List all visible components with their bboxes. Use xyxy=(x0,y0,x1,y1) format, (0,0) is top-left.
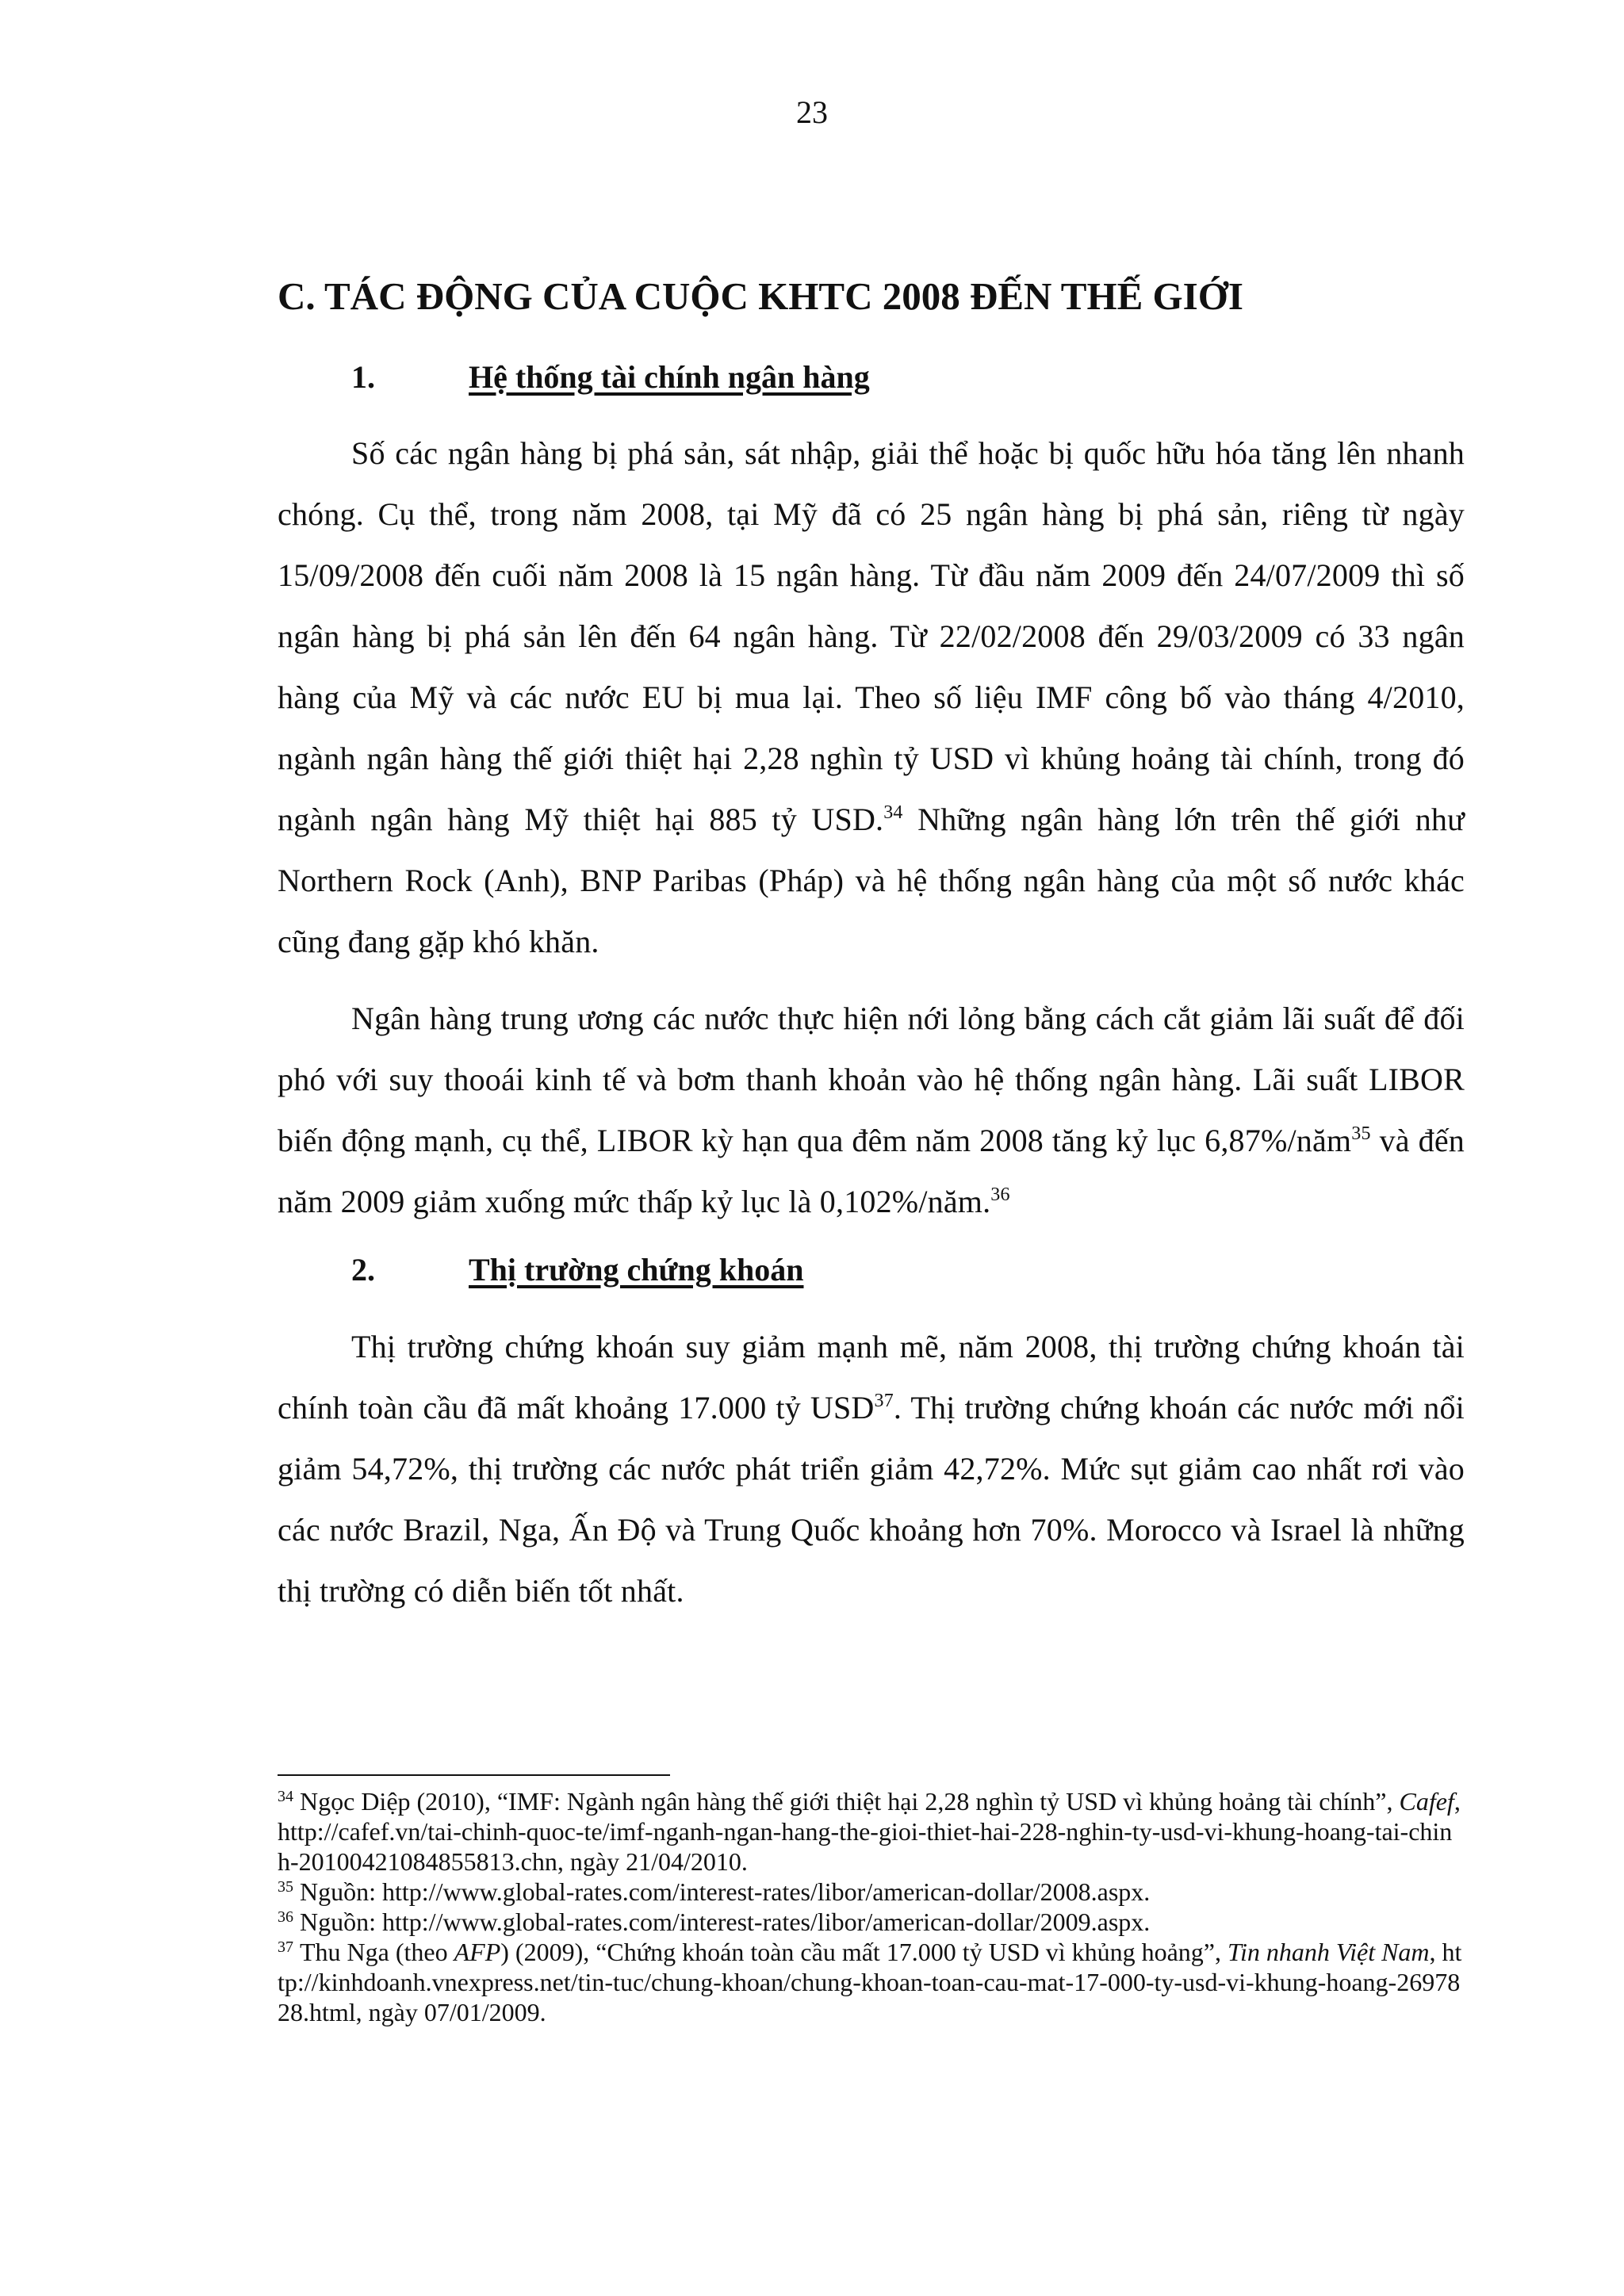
footnote-text: , http://cafef.vn/tai-chinh-quoc-te/imf-nganh-ngan-hang-the-gioi-thiet-hai-228-nghin-ty-usd-vi-khung-hoang-tai-chinh-20100421084855813.chn, ngày 21/04/2010. xyxy=(278,1787,1461,1876)
footnote-source: Tin nhanh Việt Nam xyxy=(1228,1938,1430,1966)
subsection-title: Thị trường chứng khoán xyxy=(469,1252,804,1288)
paragraph-text: . Thị trường chứng khoán các nước mới nổi giảm 54,72%, thị trường các nước phát triển giảm 42,72%. Mức sụt giảm cao nhất rơi vào các nước Brazil, Nga, Ấn Độ và Trung Quốc khoảng hơn 70%. Morocco và Israel là những thị trường có diễn biến tốt nhất. xyxy=(278,1390,1465,1609)
footnote-source: Cafef xyxy=(1399,1787,1454,1816)
footnote-source: AFP xyxy=(454,1938,501,1966)
subsection-number: 2. xyxy=(351,1252,375,1288)
subsection-heading-2 xyxy=(351,1251,804,1289)
paragraph-text: và đến năm 2009 giảm xuống mức thấp kỷ lục là 0,102%/năm. xyxy=(278,1123,1465,1219)
footnote-36 xyxy=(278,1907,1465,1937)
footnote-ref-34: 34 xyxy=(883,802,903,823)
footnote-35 xyxy=(278,1877,1465,1907)
footnote-text: Thu Nga (theo xyxy=(300,1938,454,1966)
footnote-number: 35 xyxy=(278,1878,293,1896)
footnote-34 xyxy=(278,1786,1465,1877)
footnote-text: Ngọc Diệp (2010), “IMF: Ngành ngân hàng thế giới thiệt hại 2,28 nghìn tỷ USD vì khủng hoảng tài chính”, xyxy=(300,1787,1400,1816)
paragraph-text: Những ngân hàng lớn trên thế giới như Northern Rock (Anh), BNP Paribas (Pháp) và hệ thống ngân hàng của một số nước khác cũng đang gặp khó khăn. xyxy=(278,802,1465,959)
footnote-37 xyxy=(278,1937,1465,2027)
footnote-number: 36 xyxy=(278,1908,293,1926)
footnote-ref-37: 37 xyxy=(874,1391,894,1411)
footnote-text: Nguồn: http://www.global-rates.com/interest-rates/libor/american-dollar/2008.aspx. xyxy=(300,1877,1151,1906)
paragraph-bank-failures xyxy=(278,423,1465,972)
footnote-ref-35: 35 xyxy=(1351,1123,1371,1144)
footnotes xyxy=(278,1786,1465,2027)
subsection-title: Hệ thống tài chính ngân hàng xyxy=(469,359,870,395)
paragraph-interest-rates xyxy=(278,988,1465,1232)
subsection-heading-1 xyxy=(351,358,870,396)
paragraph-stock-market xyxy=(278,1316,1465,1621)
page-number: 23 xyxy=(796,94,828,130)
footnote-text: ) (2009), “Chứng khoán toàn cầu mất 17.000 tỷ USD vì khủng hoảng”, xyxy=(500,1938,1228,1966)
footnote-number: 37 xyxy=(278,1938,293,1956)
footnote-text: , http://kinhdoanh.vnexpress.net/tin-tuc/chung-khoan/chung-khoan-toan-cau-mat-17-000-ty-usd-vi-khung-hoang-2697828.html, ngày 07/01/2009. xyxy=(278,1938,1462,2026)
paragraph-text: Ngân hàng trung ương các nước thực hiện nới lỏng bằng cách cắt giảm lãi suất để đối phó với suy thooái kinh tế và bơm thanh khoản vào hệ thống ngân hàng. Lãi suất LIBOR biến động mạnh, cụ thể, LIBOR kỳ hạn qua đêm năm 2008 tăng kỷ lục 6,87%/năm xyxy=(278,1001,1465,1158)
paragraph-text: Thị trường chứng khoán suy giảm mạnh mẽ, năm 2008, thị trường chứng khoán tài chính toàn cầu đã mất khoảng 17.000 tỷ USD xyxy=(278,1329,1465,1425)
section-title: C. TÁC ĐỘNG CỦA CUỘC KHTC 2008 ĐẾN THẾ GIỚI xyxy=(278,274,1243,318)
footnote-number: 34 xyxy=(278,1788,293,1805)
subsection-number: 1. xyxy=(351,359,375,395)
footnote-ref-36: 36 xyxy=(990,1184,1010,1205)
paragraph-text: Số các ngân hàng bị phá sản, sát nhập, giải thể hoặc bị quốc hữu hóa tăng lên nhanh chóng. Cụ thể, trong năm 2008, tại Mỹ đã có 25 ngân hàng bị phá sản, riêng từ ngày 15/09/2008 đến cuối năm 2008 là 15 ngân hàng. Từ đầu năm 2009 đến 24/07/2009 thì số ngân hàng bị phá sản lên đến 64 ngân hàng. Từ 22/02/2008 đến 29/03/2009 có 33 ngân hàng của Mỹ và các nước EU bị mua lại. Theo số liệu IMF công bố vào tháng 4/2010, ngành ngân hàng thế giới thiệt hại 2,28 nghìn tỷ USD vì khủng hoảng tài chính, trong đó ngành ngân hàng Mỹ thiệt hại 885 tỷ USD. xyxy=(278,435,1465,837)
footnote-separator xyxy=(278,1774,670,1776)
footnote-text: Nguồn: http://www.global-rates.com/interest-rates/libor/american-dollar/2009.aspx. xyxy=(300,1908,1151,1936)
